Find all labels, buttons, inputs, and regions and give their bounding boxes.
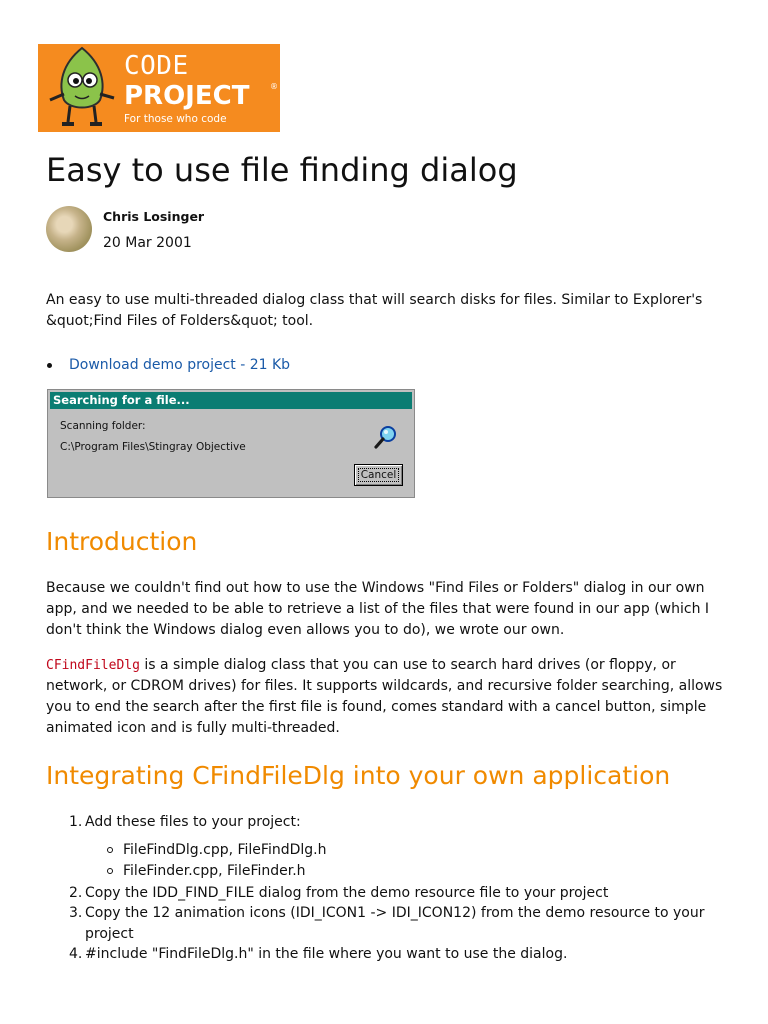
download-list-item xyxy=(46,355,290,375)
integration-steps-list xyxy=(46,812,736,965)
step-number: 4. xyxy=(69,946,83,962)
dialog-cancel-label: Cancel xyxy=(360,469,397,481)
logo-project-text: PROJECT xyxy=(124,81,250,111)
dialog-title-bar: Searching for a file... xyxy=(50,392,412,409)
file-pair: FileFinder.cpp, FileFinder.h xyxy=(123,862,306,879)
mascot-icon xyxy=(42,44,122,132)
logo-tagline: For those who code xyxy=(124,113,227,125)
step-text: Add these files to your project: xyxy=(85,814,301,830)
article-date: 20 Mar 2001 xyxy=(103,235,192,251)
intro-paragraph-1: Because we couldn't find out how to use the Windows "Find Files or Folders" dialog in our own app, and we needed to be able to retrieve a list of the files that were found in our app (which I don't think the Windows dialog even allows you to do), we wrote our own. xyxy=(46,580,710,638)
intro-paragraph-2 xyxy=(46,655,726,739)
logo-registered-mark: ® xyxy=(270,82,278,91)
logo-code-text: CODE xyxy=(124,51,189,81)
list-item xyxy=(46,903,736,944)
class-name-code: CFindFileDlg xyxy=(46,658,140,673)
list-item xyxy=(46,812,736,833)
integrating-heading: Integrating CFindFileDlg into your own application xyxy=(46,761,671,790)
list-item xyxy=(46,883,736,904)
step-number: 1. xyxy=(69,814,83,830)
article-summary: An easy to use multi-threaded dialog class that will search disks for files. Similar to Explorer's &quot;Find Files of Folders&quot; tool. xyxy=(46,292,703,329)
introduction-heading: Introduction xyxy=(46,527,198,556)
list-item xyxy=(46,944,736,965)
step-number: 3. xyxy=(69,905,83,921)
dialog-scanning-label: Scanning folder: xyxy=(60,420,146,432)
step-number: 2. xyxy=(69,884,83,901)
magnifier-icon xyxy=(373,424,399,450)
step-text: #include "FindFileDlg.h" in the file where you want to use the dialog. xyxy=(85,946,568,962)
circle-bullet-icon xyxy=(107,868,113,874)
list-item xyxy=(46,861,736,882)
dialog-screenshot xyxy=(47,389,415,498)
download-demo-link[interactable]: Download demo project - 21 Kb xyxy=(69,357,291,373)
codeproject-logo[interactable] xyxy=(38,44,280,132)
step-text: Copy the IDD_FIND_FILE dialog from the demo resource file to your project xyxy=(85,884,609,901)
bullet-icon xyxy=(47,363,52,368)
step-text: Copy the 12 animation icons (IDI_ICON1 -> IDI_ICON12) from the demo resource to your project xyxy=(85,905,705,942)
circle-bullet-icon xyxy=(107,847,113,853)
intro-paragraph-2-text: is a simple dialog class that you can use to search hard drives (or floppy, or network, or CDROM drives) for files. It supports wildcards, and recursive folder searching, allows you to end the search after the first file is found, comes standard with a cancel button, simple animated icon and is fully multi-threaded. xyxy=(46,657,723,736)
file-pair: FileFindDlg.cpp, FileFindDlg.h xyxy=(123,841,327,858)
list-item xyxy=(46,840,736,861)
dialog-folder-path: C:\Program Files\Stingray Objective xyxy=(60,441,246,453)
article-title: Easy to use file finding dialog xyxy=(46,151,518,189)
dialog-cancel-button[interactable] xyxy=(354,464,403,486)
author-avatar[interactable] xyxy=(46,206,92,252)
files-sublist xyxy=(46,840,736,882)
author-name[interactable]: Chris Losinger xyxy=(103,209,205,224)
